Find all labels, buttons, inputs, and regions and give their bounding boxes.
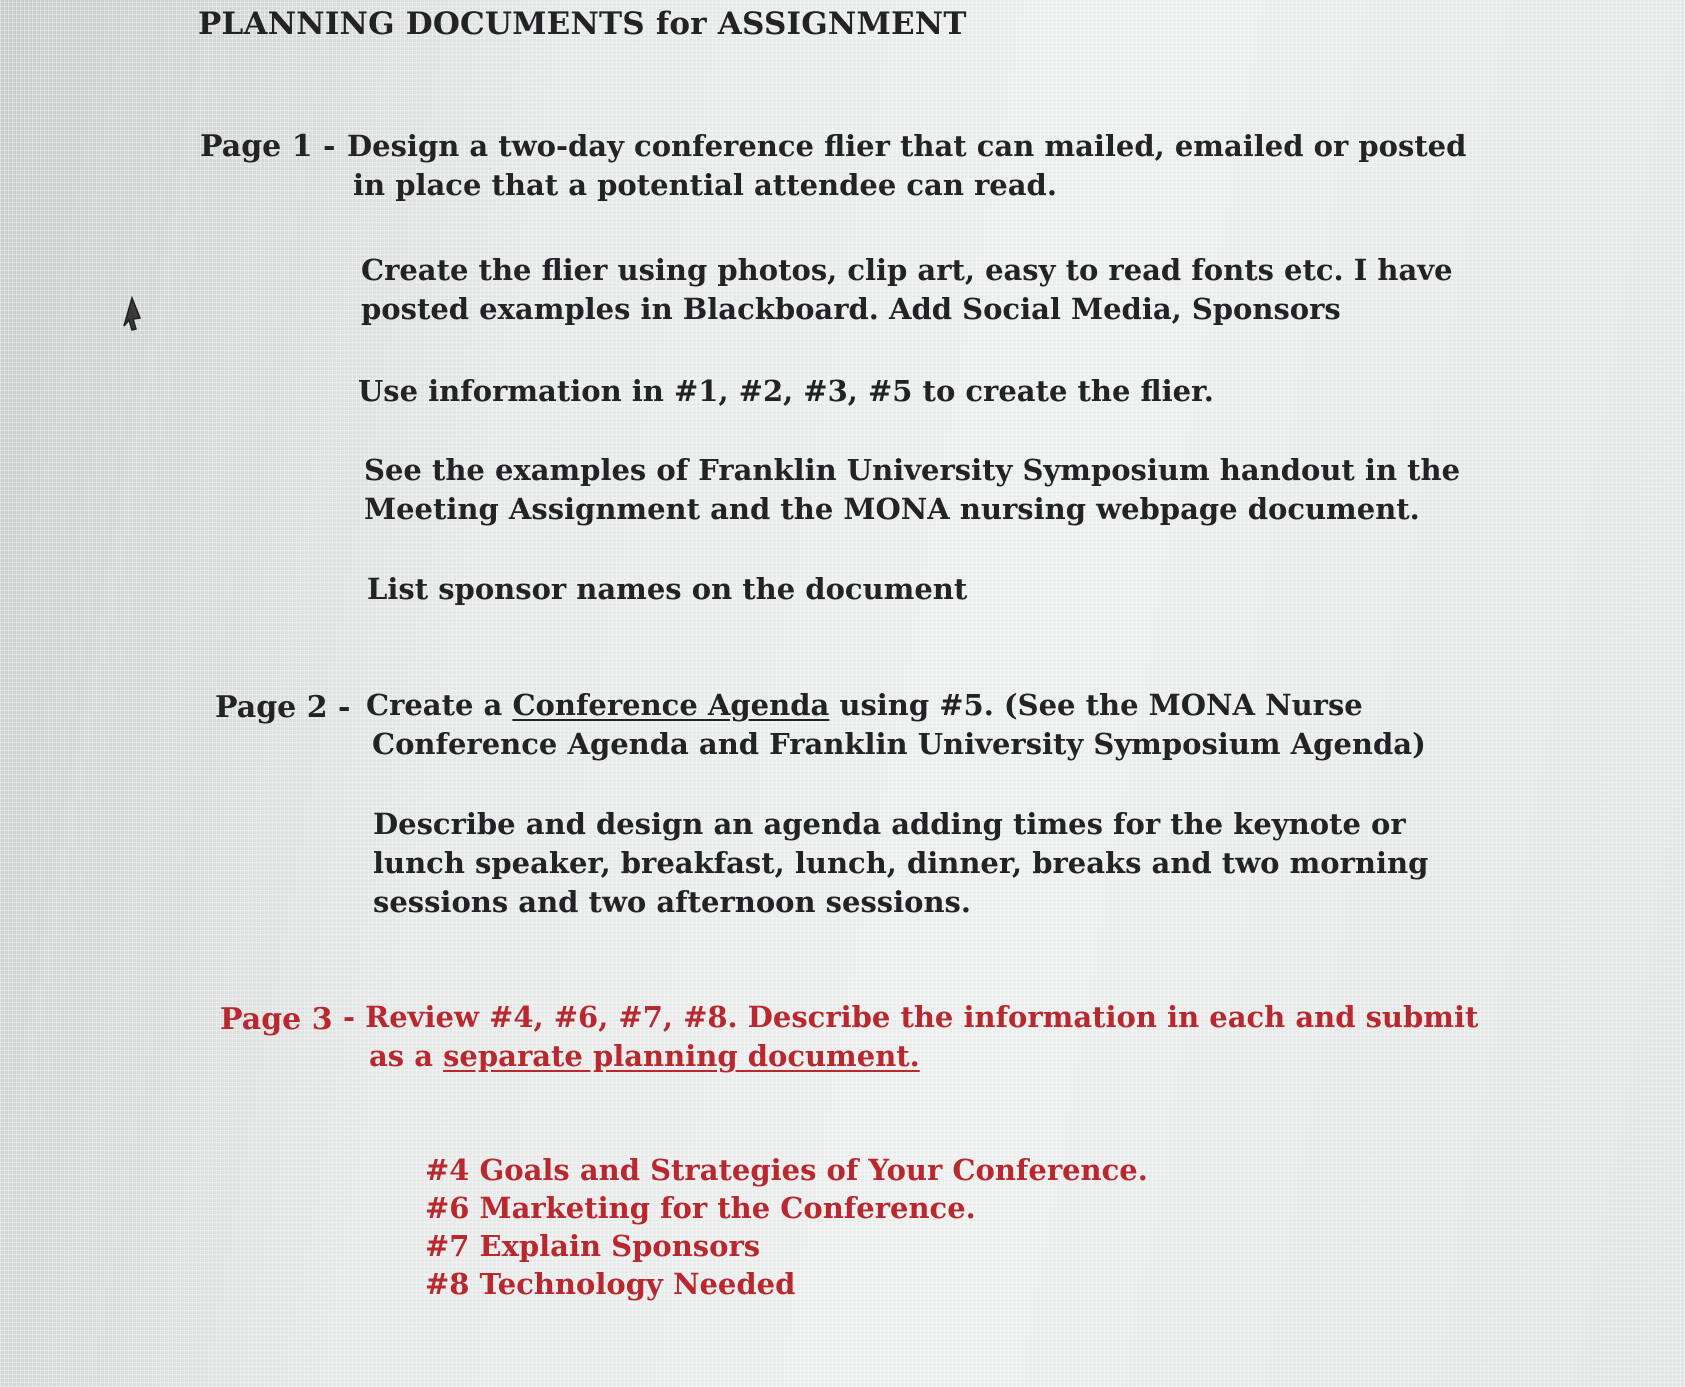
- list-item-text: Marketing for the Conference.: [479, 1191, 976, 1225]
- list-item: [425, 1151, 1148, 1189]
- page3-para1-line1: - Review #4, #6, #7, #8. Describe the information in each and submit: [343, 1000, 1479, 1034]
- page1-para2-line2: posted examples in Blackboard. Add Social Media, Sponsors: [361, 292, 1341, 326]
- page1-para4-line1: See the examples of Franklin University Symposium handout in the: [364, 453, 1461, 487]
- page1-paragraph-5: List sponsor names on the document: [367, 572, 968, 606]
- page1-paragraph-4: [364, 451, 1460, 529]
- page3-label: Page 3: [220, 1002, 333, 1037]
- page1-paragraph-3: Use information in #1, #2, #3, #5 to create the flier.: [358, 374, 1214, 408]
- list-item-text: Explain Sponsors: [479, 1229, 761, 1263]
- page3-item-list: [425, 1151, 1148, 1303]
- list-item-text: Goals and Strategies of Your Conference.: [479, 1153, 1148, 1187]
- list-item: [425, 1189, 1148, 1227]
- page3-para1-line2: [343, 1037, 1478, 1076]
- list-item: [425, 1265, 1148, 1303]
- page2-para1-text-before: Create a: [366, 688, 513, 722]
- page2-para2-line1: Describe and design an agenda adding times for the keynote or: [373, 807, 1406, 841]
- conference-agenda-underlined: Conference Agenda: [512, 688, 830, 722]
- page2-para1-line2: Conference Agenda and Franklin University Symposium Agenda): [372, 727, 1426, 761]
- page1-paragraph-2: [361, 251, 1453, 329]
- list-item-number: #7: [425, 1229, 470, 1263]
- page1-para4-line2: Meeting Assignment and the MONA nursing webpage document.: [364, 492, 1420, 526]
- page2-para2-line3: sessions and two afternoon sessions.: [373, 885, 971, 919]
- list-item-number: #8: [425, 1267, 470, 1301]
- page-title: PLANNING DOCUMENTS for ASSIGNMENT: [198, 6, 967, 42]
- list-item-number: #6: [425, 1191, 470, 1225]
- page1-para1-line1: Design a two-day conference flier that can mailed, emailed or posted: [347, 129, 1467, 163]
- page3-paragraph-1: [343, 998, 1478, 1076]
- page2-paragraph-2: [373, 805, 1428, 922]
- page1-para2-line1: Create the flier using photos, clip art, easy to read fonts etc. I have: [361, 253, 1453, 287]
- page1-paragraph-1: [347, 127, 1466, 205]
- list-item-number: #4: [425, 1153, 470, 1187]
- page2-paragraph-1: [366, 686, 1426, 764]
- list-item: [425, 1227, 1148, 1265]
- page3-para1-text-before: as a: [369, 1039, 444, 1073]
- page2-para1-text-after: using #5. (See the MONA Nurse: [829, 688, 1363, 722]
- page2-para2-line2: lunch speaker, breakfast, lunch, dinner, breaks and two morning: [373, 846, 1429, 880]
- list-item-text: Technology Needed: [479, 1267, 796, 1301]
- separate-planning-document-underlined: separate planning document.: [443, 1039, 920, 1073]
- page1-label: Page 1 -: [200, 129, 336, 164]
- page1-para1-line2: in place that a potential attendee can read.: [353, 168, 1057, 202]
- mouse-pointer-icon: [118, 296, 144, 332]
- page2-label: Page 2 -: [215, 690, 351, 725]
- page2-para1-line1: [366, 686, 1426, 725]
